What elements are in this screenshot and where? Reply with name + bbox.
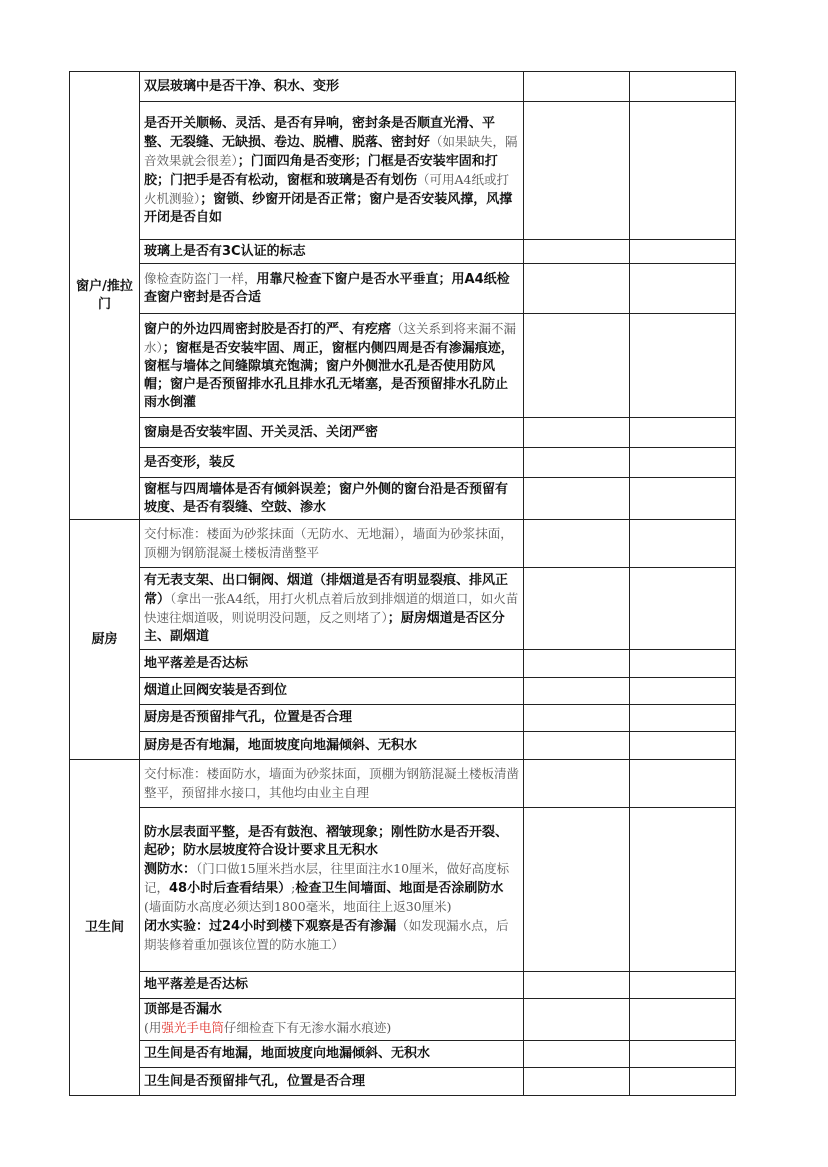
- table-row: [70, 999, 736, 1041]
- checklist-item: [140, 314, 524, 418]
- result-cell[interactable]: [524, 448, 630, 478]
- item-text-segment: 玻璃上是否有3C认证的标志: [144, 243, 306, 259]
- checklist-item: [140, 972, 524, 999]
- item-text-segment: ；窗框是否安装牢固、周正，窗框内侧四周是否有渗漏痕迹，窗框与墙体之间缝隙填充饱满；窗户外侧泄水孔是否使用防风帽；窗户是否预留排水孔且排水孔无堵塞，是否预留排水孔防止雨水倒灌: [144, 340, 514, 410]
- result-cell[interactable]: [524, 732, 630, 760]
- remark-cell[interactable]: [630, 72, 736, 102]
- result-cell[interactable]: [524, 999, 630, 1041]
- table-row: [70, 72, 736, 102]
- item-text-segment: （拿出一张A4纸，用打火机点着后放到排烟道的烟道口，如火苗快速往烟道吸，则说明没问题，反之则堵了）: [144, 590, 519, 625]
- item-text-segment: （门口做15厘米挡水层，往里面注水10厘米，做好高度标记，: [144, 861, 510, 895]
- table-row: [70, 240, 736, 264]
- category-bathroom: 卫生间: [70, 760, 140, 1096]
- result-cell[interactable]: [524, 650, 630, 678]
- checklist-item: [140, 264, 524, 314]
- result-cell[interactable]: [524, 102, 630, 240]
- checklist-item: [140, 448, 524, 478]
- item-text-segment: ；厨房烟道是否区分主、副烟道: [144, 610, 505, 644]
- remark-cell[interactable]: [630, 705, 736, 732]
- table-row: [70, 102, 736, 240]
- result-cell[interactable]: [524, 678, 630, 705]
- table-row: [70, 732, 736, 760]
- item-text-segment: 仔细检查下有无渗水漏水痕迹): [223, 1020, 392, 1035]
- table-row: [70, 520, 736, 568]
- result-cell[interactable]: [524, 520, 630, 568]
- remark-cell[interactable]: [630, 732, 736, 760]
- table-row: [70, 760, 736, 808]
- item-text-segment: 像检查防盗门一样，: [144, 271, 257, 286]
- remark-cell[interactable]: [630, 240, 736, 264]
- remark-cell[interactable]: [630, 520, 736, 568]
- item-text-segment: 双层玻璃中是否干净、积水、变形: [144, 78, 340, 94]
- category-kitchen: 厨房: [70, 520, 140, 760]
- item-text-segment: 强光手电筒: [161, 1020, 224, 1035]
- table-row: [70, 1041, 736, 1068]
- remark-cell[interactable]: [630, 264, 736, 314]
- table-row: [70, 568, 736, 650]
- item-text-segment: 地平落差是否达标: [144, 655, 249, 671]
- item-text-segment: 测防水：: [144, 862, 197, 877]
- item-text-segment: 地平落差是否达标: [144, 977, 249, 992]
- checklist-item: [140, 568, 524, 650]
- result-cell[interactable]: [524, 808, 630, 972]
- checklist-item: [140, 705, 524, 732]
- result-cell[interactable]: [524, 72, 630, 102]
- table-row: [70, 418, 736, 448]
- remark-cell[interactable]: [630, 1041, 736, 1068]
- checklist-item: [140, 240, 524, 264]
- item-text-segment: 窗扇是否安装牢固、开关灵活、关闭严密: [144, 424, 379, 440]
- item-text-segment: 48小时后查看结果）: [169, 881, 292, 896]
- item-text-segment: 闭水实验：过24小时到楼下观察是否有渗漏: [144, 919, 397, 934]
- item-text-segment: 窗框与四周墙体是否有倾斜误差；窗户外侧的窗台沿是否预留有坡度、是否有裂缝、空鼓、渗水: [144, 481, 509, 515]
- item-text-segment: 交付标准：楼面为砂浆抹面（无防水、无地漏），墙面为砂浆抹面，顶棚为钢筋混凝土楼板清凿整平: [144, 525, 513, 560]
- remark-cell[interactable]: [630, 972, 736, 999]
- item-text-segment: 卫生间是否有地漏，地面坡度向地漏倾斜、无积水: [144, 1046, 431, 1061]
- checklist-item: [140, 102, 524, 240]
- checklist-item: [140, 808, 524, 972]
- item-text-segment: （这关系到将来漏不漏水）: [144, 320, 517, 355]
- item-text-segment: (用: [144, 1020, 162, 1035]
- result-cell[interactable]: [524, 972, 630, 999]
- table-row: [70, 705, 736, 732]
- item-text-segment: 窗户的外边四周密封胶是否打的严、有疙瘩: [144, 321, 392, 337]
- checklist-item: [140, 650, 524, 678]
- remark-cell[interactable]: [630, 418, 736, 448]
- remark-cell[interactable]: [630, 568, 736, 650]
- remark-cell[interactable]: [630, 678, 736, 705]
- result-cell[interactable]: [524, 705, 630, 732]
- item-text-segment: 是否变形，装反: [144, 454, 236, 470]
- item-text-segment: 检查卫生间墙面、地面是否涂刷防水: [295, 881, 504, 896]
- checklist-item: [140, 732, 524, 760]
- result-cell[interactable]: [524, 264, 630, 314]
- item-text-segment: 防水层表面平整，是否有鼓泡、褶皱现象；刚性防水是否开裂、起砂；防水层坡度符合设计要求且无积水: [144, 825, 509, 858]
- result-cell[interactable]: [524, 1041, 630, 1068]
- table-row: [70, 650, 736, 678]
- item-text-segment: ；门面四角是否变形；门框是否安装牢固和打胶；门把手是否有松动，窗框和玻璃是否有划伤: [144, 153, 498, 188]
- checklist-item: [140, 1041, 524, 1068]
- checklist-item: [140, 418, 524, 448]
- checklist-item: [140, 1068, 524, 1096]
- result-cell[interactable]: [524, 1068, 630, 1096]
- table-row: [70, 808, 736, 972]
- item-text-segment: （如发现漏水点，后期装修着重加强该位置的防水施工）: [144, 918, 509, 952]
- item-text-segment: 有无表支架、出口铜阀、烟道（排烟道是否有明显裂痕、排风正常）: [144, 572, 509, 607]
- remark-cell[interactable]: [630, 650, 736, 678]
- result-cell[interactable]: [524, 568, 630, 650]
- remark-cell[interactable]: [630, 102, 736, 240]
- item-text-segment: 是否开关顺畅、灵活、是否有异响，密封条是否顺直光滑、平整、无裂缝、无缺损、卷边、脱槽、脱落、密封好: [144, 115, 496, 150]
- item-text-segment: (墙面防水高度必须达到1800毫米，地面往上返30厘米): [144, 899, 452, 914]
- item-text-segment: （如果缺失，隔音效果就会很差）: [144, 133, 518, 168]
- remark-cell[interactable]: [630, 999, 736, 1041]
- table-row: [70, 1068, 736, 1096]
- table-row: [70, 264, 736, 314]
- remark-cell[interactable]: [630, 1068, 736, 1096]
- table-row: [70, 678, 736, 705]
- checklist-item: [140, 520, 524, 568]
- checklist-item: [140, 478, 524, 520]
- table-row: [70, 972, 736, 999]
- remark-cell[interactable]: [630, 448, 736, 478]
- item-text-segment: 厨房是否有地漏，地面坡度向地漏倾斜、无积水: [144, 737, 418, 753]
- item-text-segment: 厨房是否预留排气孔，位置是否合理: [144, 710, 353, 725]
- item-text-segment: 交付标准：楼面防水，墙面为砂浆抹面，顶棚为钢筋混凝土楼板清凿整平，预留排水接口，其他均由业主自理: [144, 765, 520, 800]
- checklist-item: [140, 678, 524, 705]
- checklist-item: [140, 999, 524, 1041]
- item-text-segment: （可用A4纸或打火机测验）: [144, 171, 509, 206]
- item-text-segment: 用靠尺检查下窗户是否水平垂直；用A4纸检查窗户密封是否合适: [144, 272, 510, 305]
- result-cell[interactable]: [524, 478, 630, 520]
- result-cell[interactable]: [524, 314, 630, 418]
- remark-cell[interactable]: [630, 760, 736, 808]
- table-row: [70, 314, 736, 418]
- item-text-segment: 烟道止回阀安装是否到位: [144, 683, 288, 698]
- checklist-body: [70, 72, 736, 1096]
- checklist-item: [140, 760, 524, 808]
- remark-cell[interactable]: [630, 808, 736, 972]
- remark-cell[interactable]: [630, 314, 736, 418]
- item-text-segment: 卫生间是否预留排气孔，位置是否合理: [144, 1073, 366, 1089]
- checklist-item: [140, 72, 524, 102]
- result-cell[interactable]: [524, 240, 630, 264]
- result-cell[interactable]: [524, 418, 630, 448]
- remark-cell[interactable]: [630, 478, 736, 520]
- item-text-segment: 顶部是否漏水: [144, 1002, 223, 1017]
- table-row: [70, 478, 736, 520]
- item-text-segment: ;: [291, 880, 296, 895]
- table-row: [70, 448, 736, 478]
- item-text-segment: ；窗锁、纱窗开闭是否正常；窗户是否安装风撑，风撑开闭是否自如: [144, 191, 513, 225]
- inspection-checklist-table: [69, 71, 736, 1096]
- result-cell[interactable]: [524, 760, 630, 808]
- category-window-door: 窗户/推拉门: [70, 72, 140, 520]
